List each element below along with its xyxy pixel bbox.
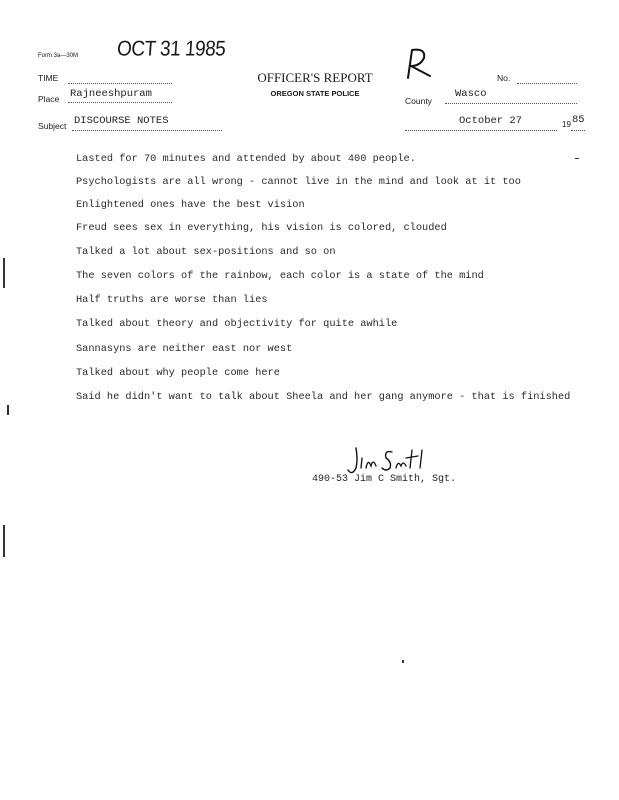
time-label: TIME [38, 73, 59, 83]
subject-value: DISCOURSE NOTES [74, 115, 169, 127]
note-line: Freud sees sex in everything, his vision is colored, clouded [76, 222, 447, 234]
subject-line [72, 129, 222, 131]
no-label: No. [497, 73, 511, 83]
time-line [68, 82, 172, 84]
note-line: Half truths are worse than lies [76, 294, 268, 306]
year-line [571, 129, 585, 131]
scan-edge-mark [7, 405, 9, 415]
note-line: The seven colors of the rainbow, each color is a state of the mind [76, 270, 484, 282]
note-line: Psychologists are all wrong - cannot live in the mind and look at it too [76, 176, 521, 188]
note-line: Talked about theory and objectivity for quite awhile [76, 318, 398, 330]
scan-speck [575, 158, 579, 159]
year-prefix: 19 [562, 120, 571, 129]
note-line: Talked about why people come here [76, 367, 280, 379]
place-value: Rajneeshpuram [70, 88, 152, 100]
note-line: Lasted for 70 minutes and attended by about 400 people. [76, 153, 416, 165]
county-value: Wasco [455, 88, 487, 100]
note-line: Talked a lot about sex-positions and so on [76, 246, 336, 258]
agency-name: OREGON STATE POLICE [270, 89, 360, 98]
scan-edge-mark [3, 525, 5, 557]
scan-speck [402, 660, 404, 663]
scan-edge-mark [3, 258, 5, 288]
note-line: Enlightened ones have the best vision [76, 199, 305, 211]
county-line [445, 102, 577, 104]
date-line [405, 129, 557, 131]
note-line: Sannasyns are neither east nor west [76, 343, 293, 355]
report-title: OFFICER'S REPORT [257, 70, 373, 85]
no-line [517, 82, 577, 84]
date-value: October 27 [459, 115, 523, 127]
handwritten-signature [344, 444, 430, 478]
year-suffix: 85 [572, 114, 585, 126]
county-label: County [405, 96, 432, 106]
typed-signature: 490-53 Jim C Smith, Sgt. [312, 474, 457, 485]
place-line [68, 101, 172, 103]
received-date-stamp: OCT 31 1985 [116, 37, 227, 62]
place-label: Place [38, 94, 60, 104]
subject-label: Subject [38, 121, 67, 131]
form-number: Form 3a—30M [38, 53, 79, 59]
note-line: Said he didn't want to talk about Sheela and her gang anymore - that is finished [76, 391, 571, 403]
handwritten-r-mark [400, 44, 440, 84]
